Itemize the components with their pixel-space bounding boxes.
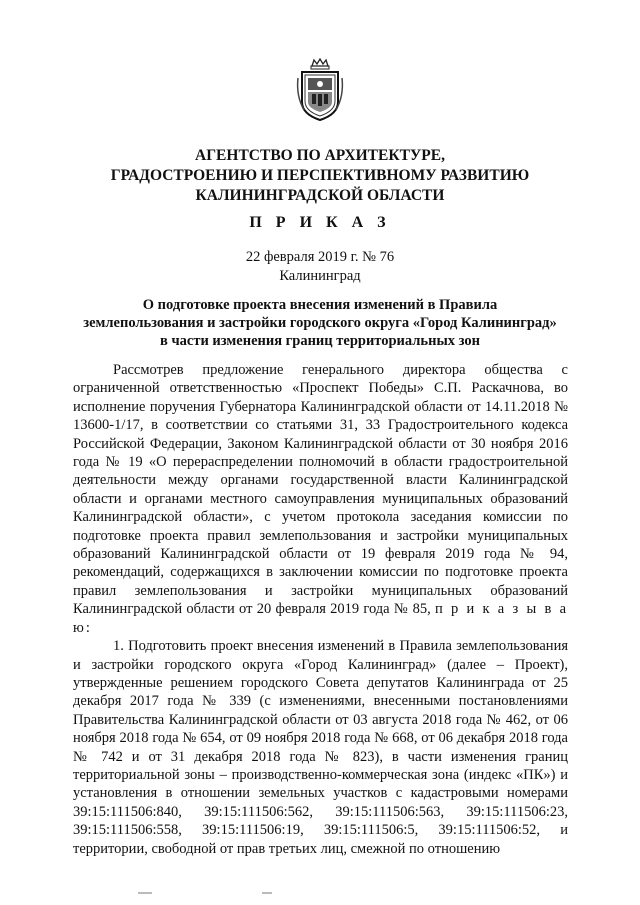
agency-line-2: ГРАДОСТРОЕНИЮ И ПЕРСПЕКТИВНОМУ РАЗВИТИЮ [110,167,530,184]
order-title: П Р И К А З [249,214,391,231]
scan-artifact [138,892,152,894]
agency-line-3: КАЛИНИНГРАДСКОЙ ОБЛАСТИ [195,187,445,204]
scan-artifact [262,892,272,894]
order-date-block [60,248,580,286]
coat-of-arms-emblem [294,58,346,122]
subject-line-1: О подготовке проекта внесения изменений в Правила [142,297,498,313]
agency-line-1: АГЕНТСТВО ПО АРХИТЕКТУРЕ, [195,147,445,164]
agency-name [60,146,580,206]
order-date-number: 22 февраля 2019 г. № 76 [245,249,395,265]
subject-line-3: в части изменения границ территориальных зон [160,333,480,349]
subject-line-2: землепользования и застройки городского округа «Город Калининград» [83,315,557,331]
order-city: Калининград [279,268,361,284]
preamble-text: Рассмотрев предложение генерального директора общества с ограниченной ответственностью «Проспект Победы» С.П. Раскачнова, во исполнение поручения Губернатора Калининградской области от 14.11.2018 № 13600-1/17, в соответствии со статьями 31, 33 Градостроительного кодекса Российской Федерации, Законом Калининградской области от 30 ноября 2016 года № 19 «О перераспределении полномочий в области градостроительной деятельности между органами государственной власти Калининградской области и органами местного самоуправления муниципальных образований Калининградской области», с учетом протокола заседания комиссии по подготовке проекта правил землепользования и застройки муниципальных образований Калининградской области от 19 февраля 2019 года № 94, рекомендаций, содержащихся в заключении комиссии по подготовке проекта правил землепользования и застройки муниципальных образований Калининградской области от 20 февраля 2019 года № 85, [73,362,568,618]
preamble-paragraph [73,361,568,637]
order-word: п р и к а з ы в а ю: [73,601,568,636]
order-subject [70,296,570,350]
item-1-paragraph: 1. Подготовить проект внесения изменений в Правила землепользования и застройки городского округа «Город Калининград» (далее – Проект), утвержденные решением городского Совета депутатов Калининграда от 25 декабря 2017 года № 339 (с изменениями, внесенными постановлениями Правительства Калининградской области от 03 августа 2018 года № 462, от 06 ноября 2018 года № 654, от 09 ноября 2018 года № 668, от 06 декабря 2018 года № 742 и от 31 декабря 2018 года № 823), в части изменения границ территориальной зоны – производственно-коммерческая зона (индекс «ПК») и установления в отношении земельных участков с кадастровыми номерами 39:15:111506:840, 39:15:111506:562, 39:15:111506:563, 39:15:111506:23, 39:15:111506:558, 39:15:111506:19, 39:15:111506:5, 39:15:111506:52, и территории, свободной от прав третьих лиц, смежной по отношению [73,638,568,857]
order-body [73,361,568,858]
